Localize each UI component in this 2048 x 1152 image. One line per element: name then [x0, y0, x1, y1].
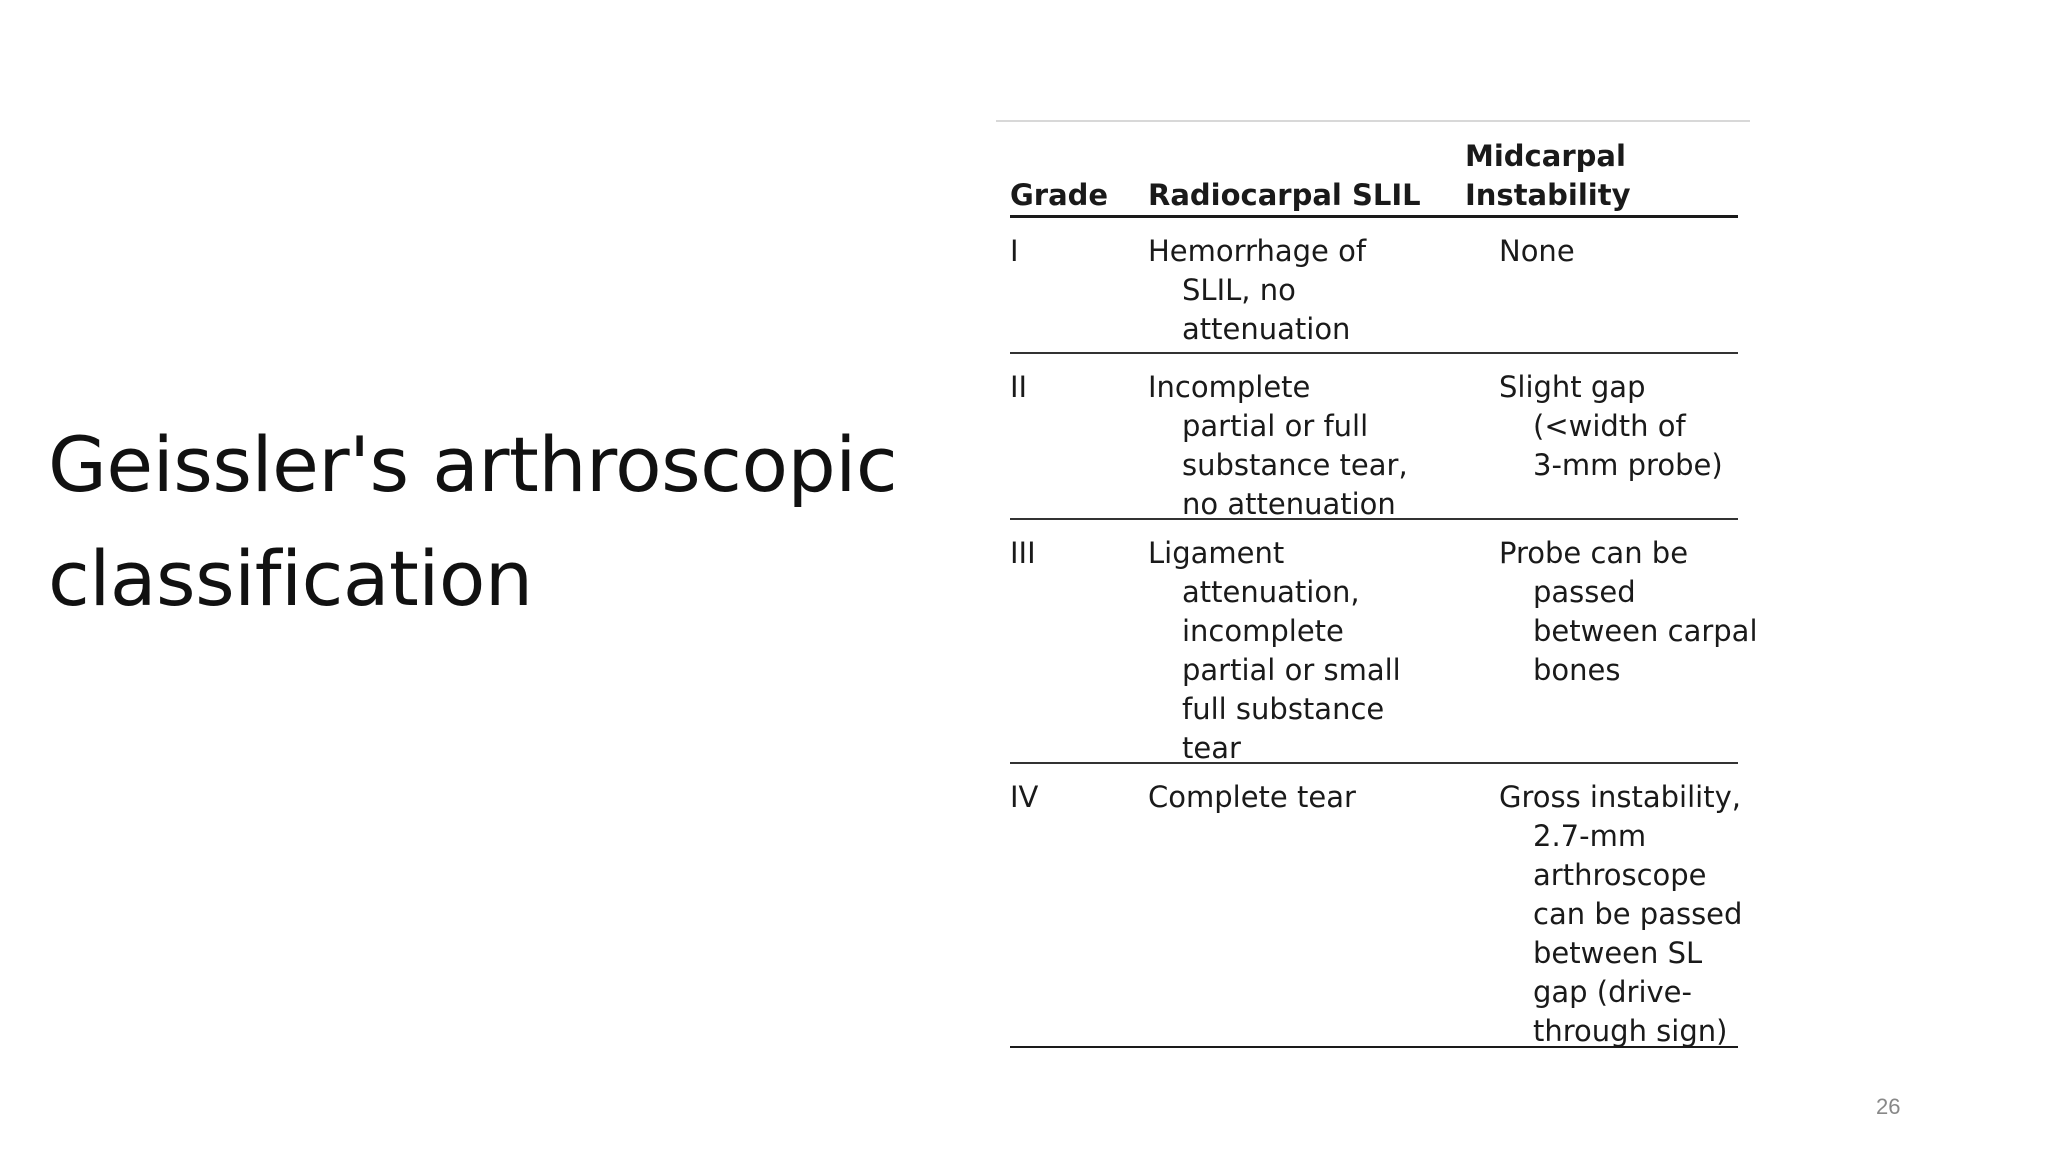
midcarpal-cell: Slight gap (<width of 3-mm probe) [1499, 370, 1723, 482]
midcarpal-cell: None [1499, 234, 1575, 268]
grade-cell: IV [1010, 780, 1039, 814]
table-row [1010, 520, 1758, 765]
table-top-rule [996, 120, 1750, 122]
classification-table-figure [996, 120, 1758, 1070]
radiocarpal-cell: Ligament attenuation, incomplete partial or small full substance tear [1148, 536, 1401, 765]
radiocarpal-cell: Hemorrhage of SLIL, no attenuation [1148, 234, 1367, 346]
grade-cell: I [1010, 234, 1019, 268]
table-row [1010, 764, 1743, 1048]
slide-title: Geissler's arthroscopic classification [48, 420, 898, 623]
midcarpal-cell: Gross instability, 2.7-mm arthroscope can be passed between SL gap (drive- through sign) [1499, 780, 1743, 1048]
classification-table [1010, 128, 1758, 1048]
header-radiocarpal-slil: Radiocarpal SLIL [1148, 178, 1421, 212]
grade-cell: II [1010, 370, 1028, 404]
header-grade: Grade [1010, 178, 1109, 212]
radiocarpal-cell: Complete tear [1148, 780, 1356, 814]
table-header-row [1010, 128, 1738, 218]
table-row [1010, 218, 1738, 354]
radiocarpal-cell: Incomplete partial or full substance tear, no attenuation [1148, 370, 1408, 521]
midcarpal-cell: Probe can be passed between carpal bones [1499, 536, 1758, 687]
page-number: 26 [1876, 1094, 1901, 1119]
grade-cell: III [1010, 536, 1036, 570]
header-midcarpal-instability: Midcarpal Instability [1465, 139, 1631, 212]
table-row [1010, 354, 1738, 520]
